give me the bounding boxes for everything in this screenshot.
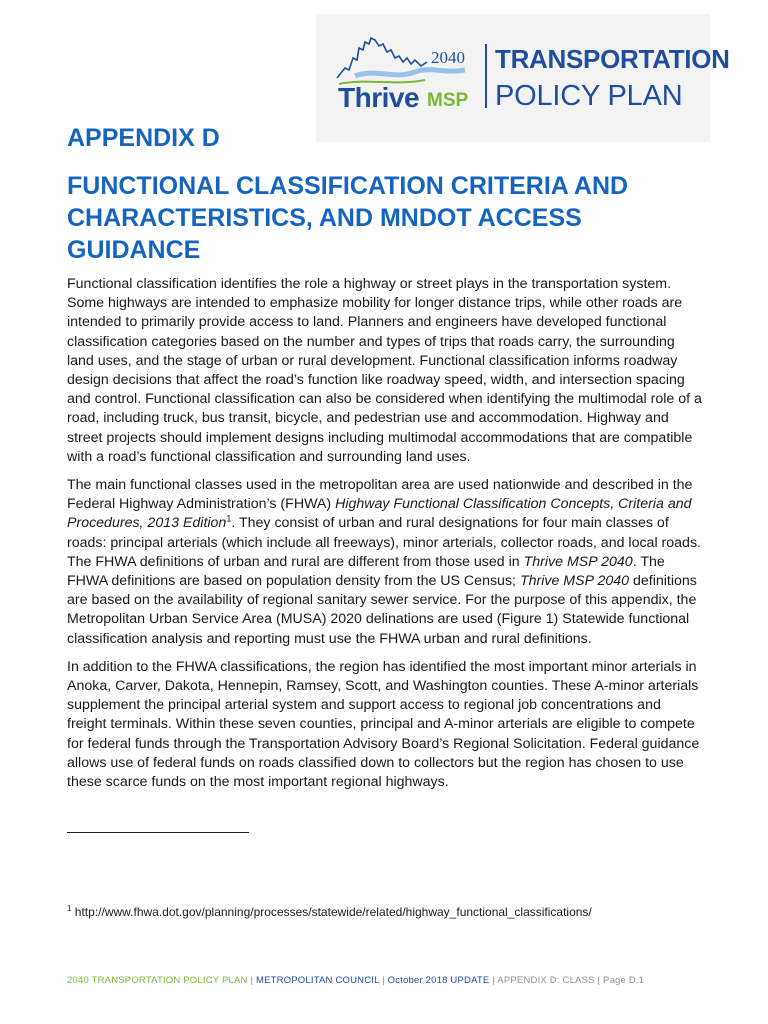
paragraph-2-text-e: . The FHWA definitions are based on population density from the US Census; [67,553,665,590]
footer-plan: 2040 TRANSPORTATION POLICY PLAN [67,975,248,986]
thrive-msp-reference: Thrive MSP 2040 [523,553,633,570]
footnote-number: 1 [67,904,72,913]
paragraph-2-text-g: definitions are based on the availability of regional sanitary sewer service. For the purpose of this appendix, the Metropolitan Urban Service Area (MUSA) 2020 delinations are used (Figure 1) Statewide functional classification analysis and reporting must use the FHWA urban and rural definitions. [67,573,697,647]
paragraph-2-text-a: The main functional classes used in the metropolitan area are used nationwide and described in the Federal Highway Administration’s (FHWA) [67,477,693,513]
paragraph-2 [67,476,703,649]
logo-year: 2040 [431,48,465,67]
footer-separator: | [247,975,256,986]
plan-title-line1: TRANSPORTATION [495,44,730,74]
body-text [67,275,703,801]
paragraph-1: Functional classification identifies the role a highway or street plays in the transportation system. Some highways are intended to emphasize mobility for longer distance trips, while other roads are intended to primarily provide access to land. Planners and engineers have developed functional classification categories based on the number and types of trips that roads carry, the surrounding land uses, and the stage of urban or rural development. Functional classification informs roadway design decisions that affect the road’s function like roadway speed, width, and intersection spacing and control. Functional classification can also be considered when identifying the multimodal role of a road, including truck, bus transit, bicycle, and pedestrian use and accommodation. Highway and street projects should implement designs including multimodal accommodations that are compatible with a road’s functional classification and surrounding land uses. [67,276,702,465]
footnote-reference[interactable]: 1 [226,513,232,524]
fhwa-publication-title: Highway Functional Classification Concepts, Criteria and Procedures, 2013 Edition [67,496,692,532]
paragraph-3: In addition to the FHWA classifications, the region has identified the most important minor arterials in Anoka, Carver, Dakota, Hennepin, Ramsey, Scott, and Washington counties. These A-minor arterials supplement the principal arterial system and support access to regional job concentrations and freight terminals. Within these seven counties, principal and A-minor arterials are eligible to compete for federal funds through the Transportation Advisory Board’s Regional Solicitation. Federal guidance allows use of federal funds on roads classified down to collectors but the region has chosen to use these scarce funds on the most important regional highways. [67,658,700,791]
plan-title-line2: POLICY PLAN [495,80,683,112]
thrive-msp-reference: Thrive MSP 2040 [519,573,630,590]
header-divider [485,44,487,108]
footer-update: October 2018 UPDATE [387,975,490,986]
footer-separator: | [379,975,388,986]
document-title: FUNCTIONAL CLASSIFICATION CRITERIA AND CHARACTERISTICS, AND MNDOT ACCESS GUIDANCE [67,172,629,264]
thrive-msp-logo [335,28,485,118]
logo-thrive-text: Thrive [338,82,420,113]
page-footer [67,975,644,986]
footer-page-number: Page D.1 [603,975,645,986]
footnote [67,905,592,919]
appendix-label: APPENDIX D [67,124,220,152]
footer-appendix: APPENDIX D: CLASS [497,975,595,986]
footer-separator: | [594,975,604,986]
footnote-link[interactable]: http://www.fhwa.dot.gov/planning/processes/statewide/related/highway_functional_classifications/ [74,905,592,919]
footer-separator: | [489,975,498,986]
paragraph-2-text-c: . They consist of urban and rural designations for four main classes of roads: principal arterials (which include all freeways), minor arterials, collector roads, and local roads. The FHWA definitions of urban and rural are different from those used in [67,515,701,570]
footnote-divider [67,832,249,833]
footer-council: METROPOLITAN COUNCIL [255,975,380,986]
logo-msp-text: MSP [427,90,469,111]
